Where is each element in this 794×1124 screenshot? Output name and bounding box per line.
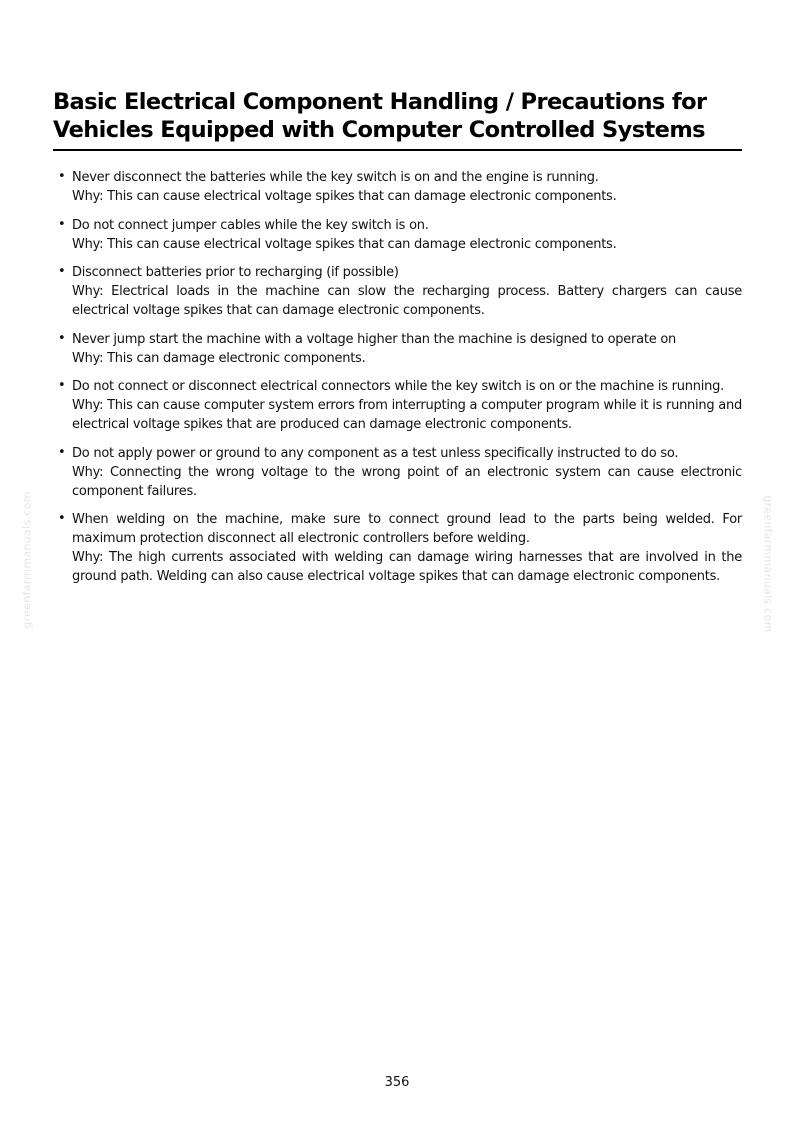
watermark-right: greenfarmmanuals.com: [761, 495, 775, 633]
precaution-list: [56, 168, 742, 596]
reason-text: Why: This can cause computer system errors from interrupting a computer program while it is running and electrical voltage spikes that are produced can damage electronic components.: [72, 398, 742, 432]
bullet-icon: •: [58, 444, 66, 460]
reason-text: Why: This can cause electrical voltage spikes that can damage electronic components.: [72, 236, 617, 252]
precaution-text: Do not connect jumper cables while the key switch is on.: [72, 217, 429, 233]
reason-text: Why: Connecting the wrong voltage to the wrong point of an electronic system can cause electronic component failures.: [72, 464, 742, 499]
title-line: Basic Electrical Component Handling / Precautions for: [53, 89, 707, 115]
reason-text: Why: Electrical loads in the machine can slow the recharging process. Battery chargers can cause electrical voltage spikes that can damage electronic components.: [72, 284, 742, 318]
list-item: [56, 168, 742, 206]
precaution-text: Never jump start the machine with a voltage higher than the machine is designed to operate on: [72, 331, 677, 347]
reason-text: Why: The high currents associated with welding can damage wiring harnesses that are involved in the ground path. Welding can also cause electrical voltage spikes that can damage electronic components.: [72, 550, 742, 584]
precaution-text: Never disconnect the batteries while the key switch is on and the engine is running.: [72, 170, 599, 185]
list-item: [56, 444, 742, 501]
reason-text: Why: This can cause electrical voltage spikes that can damage electronic components.: [72, 189, 617, 204]
reason-text: Why: This can damage electronic components.: [72, 350, 366, 366]
bullet-icon: •: [58, 330, 66, 346]
title-line: Vehicles Equipped with Computer Controlled Systems: [53, 117, 705, 143]
bullet-icon: •: [58, 216, 66, 232]
bullet-icon: •: [58, 378, 66, 393]
bullet-icon: •: [58, 511, 66, 526]
list-item: [56, 263, 742, 320]
title-divider: [53, 149, 742, 151]
watermark-left: greenfarmmanuals.com: [20, 491, 34, 629]
list-item: [56, 377, 742, 434]
precaution-text: Do not connect or disconnect electrical connectors while the key switch is on or the machine is running.: [72, 379, 724, 394]
list-item: [56, 330, 742, 368]
bullet-icon: •: [58, 264, 66, 279]
page-number: 356: [384, 1075, 410, 1090]
list-item: [56, 510, 742, 586]
list-item: [56, 216, 742, 254]
precaution-text: Disconnect batteries prior to recharging (if possible): [72, 265, 399, 280]
page-title: [53, 88, 743, 144]
precaution-text: Do not apply power or ground to any component as a test unless specifically instructed to do so.: [72, 445, 679, 461]
precaution-text: When welding on the machine, make sure to connect ground lead to the parts being welded. For maximum protection disconnect all electronic controllers before welding.: [72, 512, 742, 546]
bullet-icon: •: [58, 169, 66, 184]
